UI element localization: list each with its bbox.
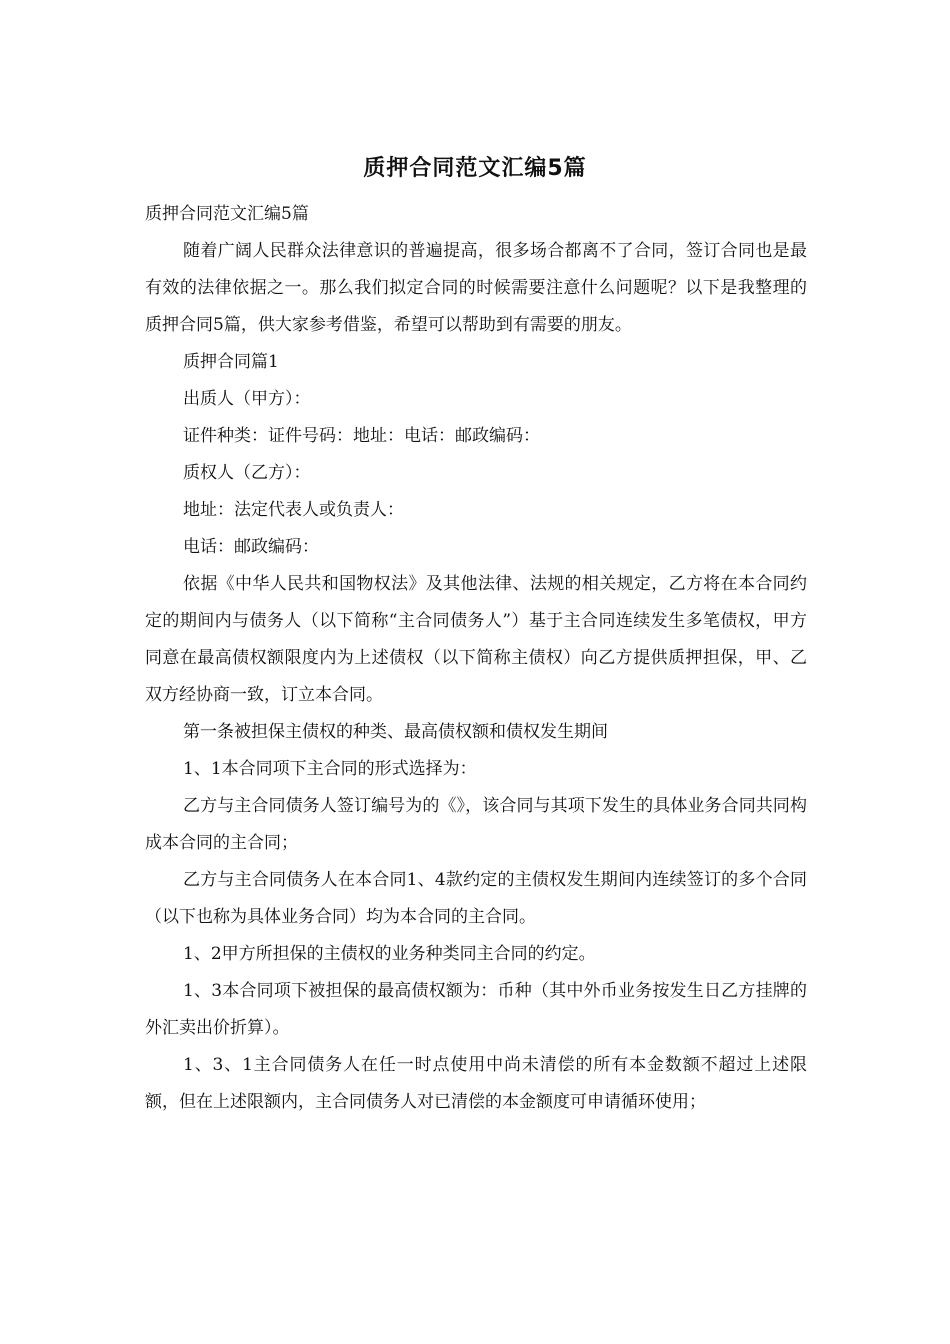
clause-paragraph: 1、2甲方所担保的主债权的业务种类同主合同的约定。	[183, 944, 596, 964]
clause-paragraph: 1、3、1主合同债务人在任一时点使用中尚未清偿的所有本金数额不超过上述限额，但在上述限额内，主合同债务人对已清偿的本金额度可申请循环使用；	[145, 1055, 807, 1112]
clause-paragraph: 1、1本合同项下主合同的形式选择为：	[183, 759, 477, 779]
article-heading: 第一条被担保主债权的种类、最高债权额和债权发生期间	[183, 722, 608, 742]
document-body	[145, 196, 807, 1121]
pledgee-address-line: 地址：法定代表人或负责人：	[183, 500, 404, 520]
pledgor-id-line: 证件种类：证件号码：地址：电话：邮政编码：	[183, 426, 540, 446]
pledgee-phone-line: 电话：邮政编码：	[183, 537, 319, 557]
clause-paragraph: 1、3本合同项下被担保的最高债权额为：币种（其中外币业务按发生日乙方挂牌的外汇卖出价折算）。	[145, 981, 807, 1038]
intro-paragraph: 随着广阔人民群众法律意识的普遍提高，很多场合都离不了合同，签订合同也是最有效的法律依据之一。那么我们拟定合同的时候需要注意什么问题呢？以下是我整理的质押合同5篇，供大家参考借鉴，希望可以帮助到有需要的朋友。	[145, 241, 807, 335]
document-title: 质押合同范文汇编5篇	[363, 156, 587, 181]
clause-paragraph: 乙方与主合同债务人在本合同1、4款约定的主债权发生期间内连续签订的多个合同（以下也称为具体业务合同）均为本合同的主合同。	[145, 870, 807, 927]
preamble-paragraph: 依据《中华人民共和国物权法》及其他法律、法规的相关规定，乙方将在本合同约定的期间内与债务人（以下简称“主合同债务人”）基于主合同连续发生多笔债权，甲方同意在最高债权额限度内为上述债权（以下简称主债权）向乙方提供质押担保，甲、乙双方经协商一致，订立本合同。	[145, 574, 807, 705]
clause-paragraph: 乙方与主合同债务人签订编号为的《》，该合同与其项下发生的具体业务合同共同构成本合同的主合同；	[145, 796, 807, 853]
pledgor-line: 出质人（甲方）：	[183, 389, 311, 409]
pledgee-line: 质权人（乙方）：	[183, 463, 311, 483]
subtitle-paragraph: 质押合同范文汇编5篇	[145, 204, 309, 224]
section-heading: 质押合同篇1	[183, 352, 279, 372]
